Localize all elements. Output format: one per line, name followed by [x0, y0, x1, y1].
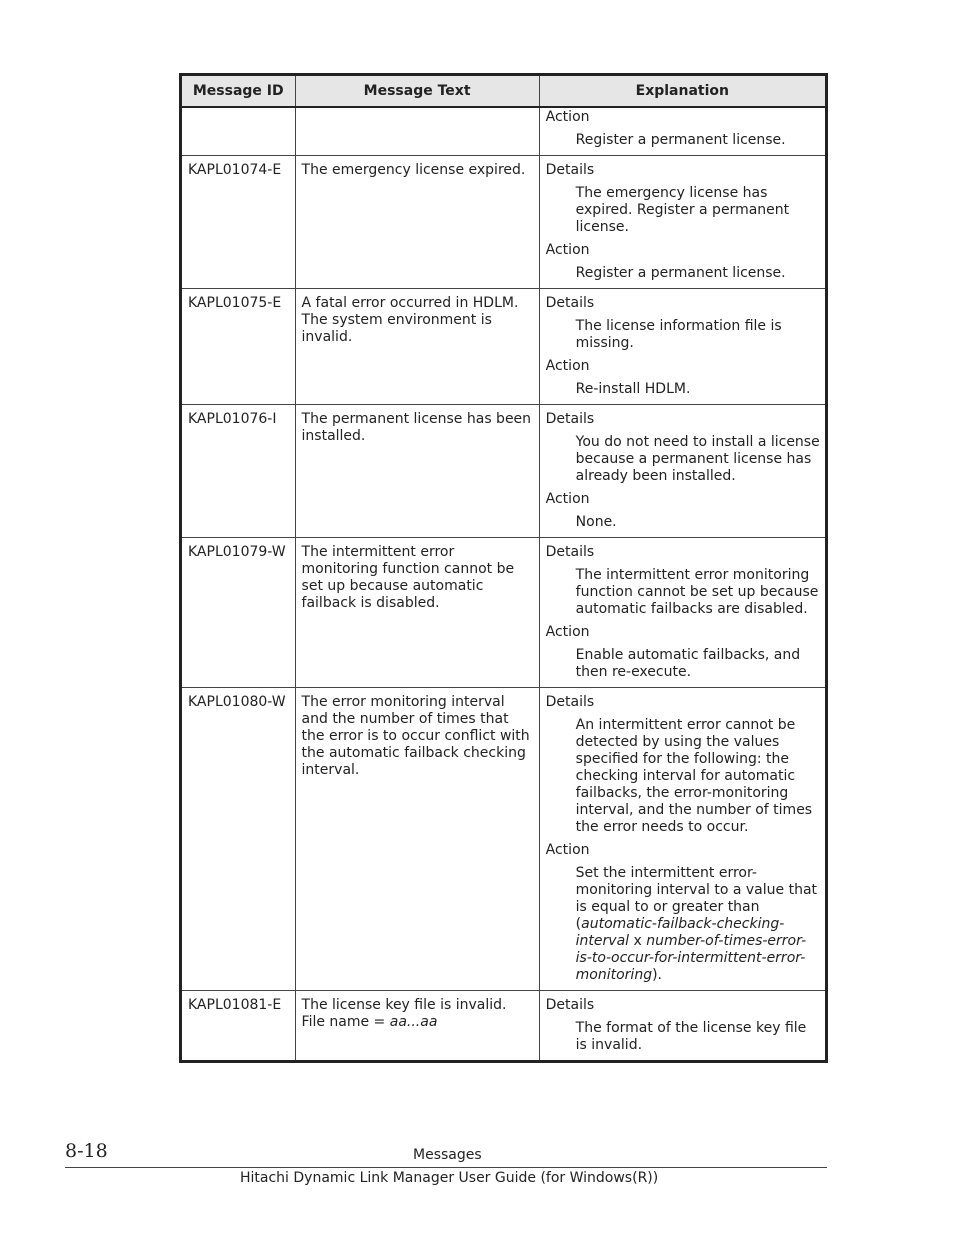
action-text-part: x — [629, 933, 647, 949]
details-label: Details — [545, 411, 595, 427]
footer-section-title: Messages — [413, 1147, 482, 1163]
messages-table — [179, 73, 828, 1063]
action-text-italic: automatic-failback-checking-interval — [575, 916, 785, 949]
action-text: Register a permanent license. — [575, 132, 786, 148]
table-row — [181, 289, 827, 405]
page-number: 8-18 — [65, 1140, 108, 1162]
action-text: Register a permanent license. — [575, 265, 786, 281]
table-row — [181, 156, 827, 289]
details-label: Details — [545, 295, 595, 311]
explanation-cell — [539, 289, 826, 405]
explanation-cell — [539, 107, 826, 156]
details-text: An intermittent error cannot be detected by using the values specified for the following: the checking interval for automatic failbacks, the error-monitoring interval, and the number of times the error needs to occur. — [575, 717, 813, 835]
message-text-cell: The emergency license expired. — [295, 156, 539, 289]
message-text-part: The license key file is invalid. File name = — [301, 997, 507, 1030]
footer-divider — [65, 1167, 827, 1168]
details-text: The emergency license has expired. Register a permanent license. — [575, 185, 790, 235]
explanation-cell — [539, 405, 826, 538]
message-id-cell: KAPL01081-E — [181, 991, 296, 1062]
action-text: None. — [575, 514, 617, 530]
message-text-cell: A fatal error occurred in HDLM. The system environment is invalid. — [295, 289, 539, 405]
details-label: Details — [545, 997, 595, 1013]
action-text — [576, 865, 820, 984]
action-label: Action — [545, 842, 590, 858]
explanation-cell — [539, 538, 826, 688]
action-label: Action — [545, 109, 590, 125]
action-text-part: Set the intermittent error-monitoring interval to a value that is equal to or greater than ( — [575, 865, 818, 932]
message-text-cell — [295, 991, 539, 1062]
explanation-cell — [539, 991, 826, 1062]
message-id-cell: KAPL01079-W — [181, 538, 296, 688]
details-label: Details — [545, 162, 595, 178]
message-id-cell — [181, 107, 296, 156]
action-label: Action — [545, 358, 590, 374]
header-message-id: Message ID — [181, 75, 296, 108]
table-row — [181, 688, 827, 991]
footer-book-title: Hitachi Dynamic Link Manager User Guide (for Windows(R)) — [240, 1170, 659, 1186]
message-id-cell: KAPL01075-E — [181, 289, 296, 405]
message-text-cell: The permanent license has been installed. — [295, 405, 539, 538]
table-row — [181, 107, 827, 156]
message-text-cell — [295, 107, 539, 156]
details-text: You do not need to install a license because a permanent license has already been installed. — [575, 434, 820, 484]
action-label: Action — [545, 624, 590, 640]
message-id-cell: KAPL01080-W — [181, 688, 296, 991]
message-id-cell: KAPL01074-E — [181, 156, 296, 289]
table-row — [181, 405, 827, 538]
explanation-cell — [539, 688, 826, 991]
message-text-cell: The error monitoring interval and the number of times that the error is to occur conflict with the automatic failback checking interval. — [295, 688, 539, 991]
action-text-italic: number-of-times-error-is-to-occur-for-intermittent-error-monitoring — [575, 933, 807, 983]
header-explanation: Explanation — [539, 75, 826, 108]
action-label: Action — [545, 491, 590, 507]
details-label: Details — [545, 694, 595, 710]
table-row — [181, 538, 827, 688]
header-message-text: Message Text — [295, 75, 539, 108]
explanation-cell — [539, 156, 826, 289]
message-id-cell: KAPL01076-I — [181, 405, 296, 538]
table-header-row — [181, 75, 827, 108]
details-text: The intermittent error monitoring function cannot be set up because automatic failbacks are disabled. — [575, 567, 819, 617]
action-text: Re-install HDLM. — [575, 381, 691, 397]
message-text-cell: The intermittent error monitoring function cannot be set up because automatic failback is disabled. — [295, 538, 539, 688]
action-text: Enable automatic failbacks, and then re-execute. — [575, 647, 801, 680]
table-row — [181, 991, 827, 1062]
action-text-part: ). — [652, 967, 663, 983]
details-text: The license information file is missing. — [575, 318, 782, 351]
details-text: The format of the license key file is invalid. — [575, 1020, 807, 1053]
action-label: Action — [545, 242, 590, 258]
message-text-italic: aa...aa — [389, 1014, 438, 1030]
details-label: Details — [545, 544, 595, 560]
